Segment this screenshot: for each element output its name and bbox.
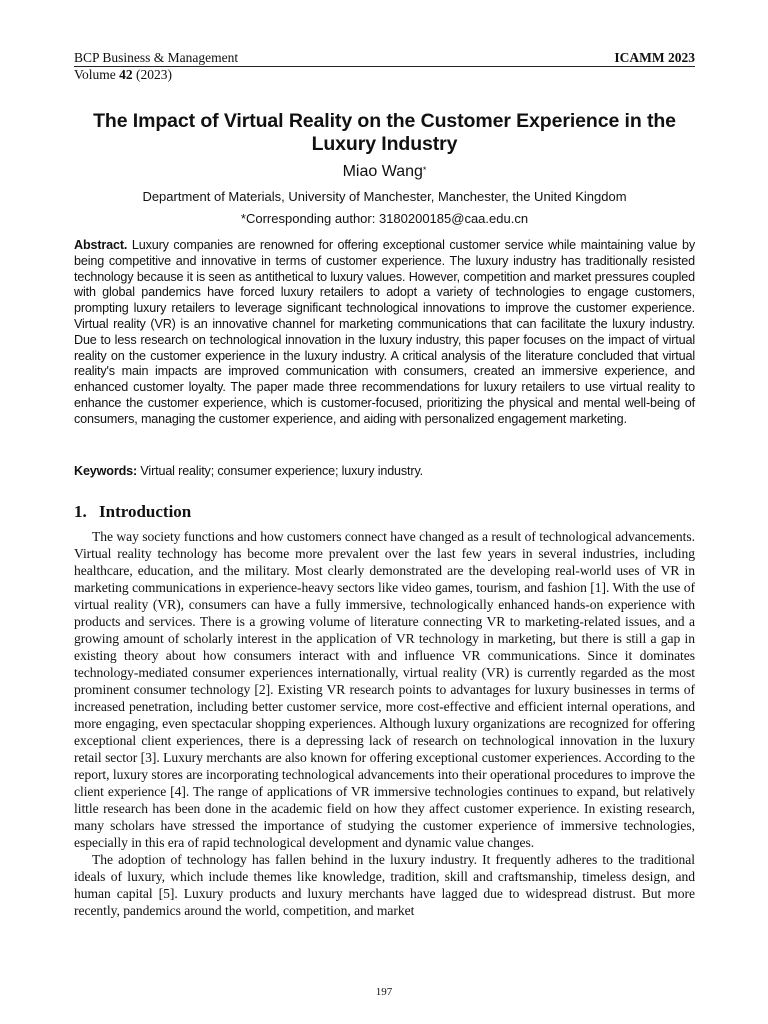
section-title: Introduction [99, 502, 192, 521]
paragraph: The way society functions and how customers connect have changed as a result of technological advancements. Virtual reality technology has become more prevalent over the last few years in several industries, including healthcare, education, and the military. Most clearly demonstrated are the developing real-world uses of VR in marketing communications in experience-heavy sectors like video games, tourism, and fashion [1]. With the use of virtual reality (VR), consumers can have a fully immersive, technologically enhanced hands-on experience with products and services. There is a growing volume of literature connecting VR to marketing-related issues, and a growing amount of scholarly interest in the application of VR technology in marketing, but there is still a gap in existing theory about how consumers interact with and influence VR communications. Since it dominates technology-mediated consumer experiences internationally, virtual reality (VR) is currently regarded as the most prominent consumer technology [2]. Existing VR research points to advantages for luxury businesses in terms of increased penetration, including better customer service, more cost-effective and efficient internal operations, and more engaging, even spectacular shopping experiences. Although luxury organizations are recognized for offering exceptional client experiences, there is a depressing lack of research on technological innovation in the luxury retail sector [3]. Luxury merchants are also known for offering exceptional customer experiences. According to the report, luxury stores are incorporating technological advancements into their operational procedures to improve the client experience [4]. The range of applications of VR immersive technologies continues to expand, but relatively little research has been done in the academic field on how they affect customer experience. In existing research, many scholars have stressed the importance of studying the customer experience of immersive technologies, especially in this era of rapid technological development and dynamic value changes. [74, 529, 695, 850]
volume-line [74, 67, 695, 83]
abstract-text: Luxury companies are renowned for offering exceptional customer service while maintaining value by being competitive and innovative in terms of customer experience. The luxury industry has traditionally resisted technology because it is seen as antithetical to luxury values. However, competition and market pressures coupled with global pandemics have forced luxury retailers to adopt a variety of technologies to engage customers, prompting luxury retailers to leverage significant technological innovations to improve the customer experience. Virtual reality (VR) is an innovative channel for marketing communications that can facilitate the luxury industry. Due to less research on technological innovation in the luxury industry, this paper focuses on the impact of virtual reality on the customer experience in the luxury industry. A critical analysis of the literature concluded that virtual reality's main impacts are improved communication with consumers, created an immersive experience, and enhanced customer loyalty. The paper made three recommendations for luxury retailers to use virtual reality to enhance the customer experience, which is customer-focused, prioritizing the physical and mental well-being of consumers, managing the customer experience, and aiding with personalized engagement marketing. [74, 238, 695, 426]
abstract-label: Abstract. [74, 238, 128, 252]
journal-name: BCP Business & Management [74, 50, 239, 65]
volume-prefix: Volume [74, 67, 120, 82]
corresponding-author: *Corresponding author: 3180200185@caa.edu.cn [240, 211, 529, 226]
paragraph: The adoption of technology has fallen behind in the luxury industry. It frequently adheres to the traditional ideals of luxury, which include themes like knowledge, tradition, skill and craftsmanship, timeless design, and human capital [5]. Luxury products and luxury merchants have lagged due to widespread distrust. But more recently, pandemics around the world, competition, and market [74, 852, 695, 918]
paper-title: The Impact of Virtual Reality on the Customer Experience in the Luxury Industry [93, 110, 676, 155]
section-heading [74, 502, 191, 522]
author-line [74, 162, 695, 182]
page-number: 197 [375, 986, 393, 998]
volume-year: (2023) [132, 67, 173, 82]
keywords-text: Virtual reality; consumer experience; luxury industry. [137, 464, 424, 478]
body-text [74, 528, 695, 919]
section-number: 1. [74, 502, 87, 521]
keywords-label: Keywords: [74, 464, 138, 478]
affiliation: Department of Materials, University of Manchester, Manchester, the United Kingdom [142, 189, 627, 204]
author-marker: * [422, 165, 427, 175]
conference-name: ICAMM 2023 [614, 50, 695, 65]
author-name: Miao Wang [342, 163, 423, 180]
volume-number: 42 [119, 67, 133, 82]
keywords [74, 464, 695, 480]
running-head-row [74, 50, 695, 67]
running-head [74, 50, 695, 83]
abstract [74, 238, 695, 428]
